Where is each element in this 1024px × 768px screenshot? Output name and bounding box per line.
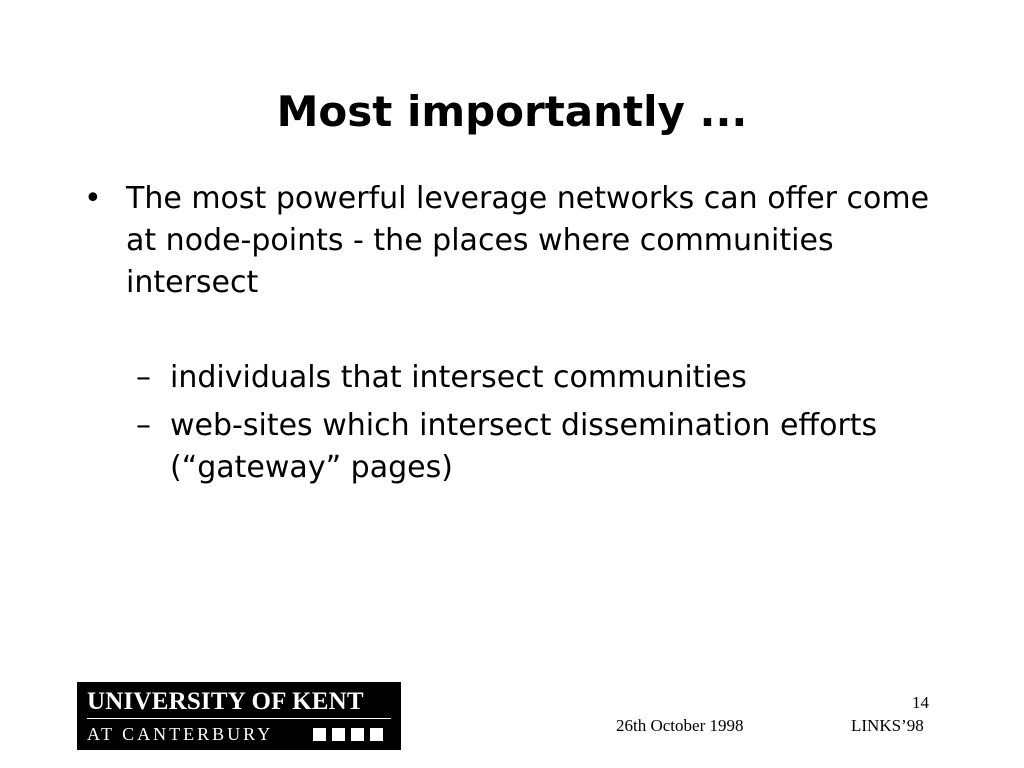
sub-bullet-item	[136, 357, 936, 399]
sub-bullet-marker: –	[136, 360, 151, 395]
logo-square-icon	[351, 728, 364, 741]
logo-university-name: UNIVERSITY OF KENT	[87, 688, 364, 715]
logo-location: AT CANTERBURY	[87, 724, 274, 744]
main-bullet-text: The most powerful leverage networks can offer come at node-points - the places where communities intersect	[126, 181, 930, 300]
footer-event: LINKS’98	[851, 716, 924, 735]
logo-squares-icon	[313, 728, 383, 741]
page-number: 14	[912, 693, 929, 712]
sub-bullet-text: web-sites which intersect dissemination efforts (“gateway” pages)	[170, 408, 878, 485]
main-bullet	[84, 178, 944, 304]
slide-title: Most importantly ...	[276, 87, 748, 136]
logo-square-icon	[370, 728, 383, 741]
logo-square-icon	[332, 728, 345, 741]
university-logo	[77, 682, 401, 750]
sub-bullet-marker: –	[136, 408, 151, 443]
sub-bullet-item	[136, 405, 936, 489]
logo-divider	[87, 718, 391, 719]
sub-bullet-list	[136, 357, 936, 495]
footer-date: 26th October 1998	[616, 716, 744, 735]
logo-square-icon	[313, 728, 326, 741]
bullet-marker: •	[84, 181, 102, 216]
sub-bullet-text: individuals that intersect communities	[170, 360, 747, 395]
